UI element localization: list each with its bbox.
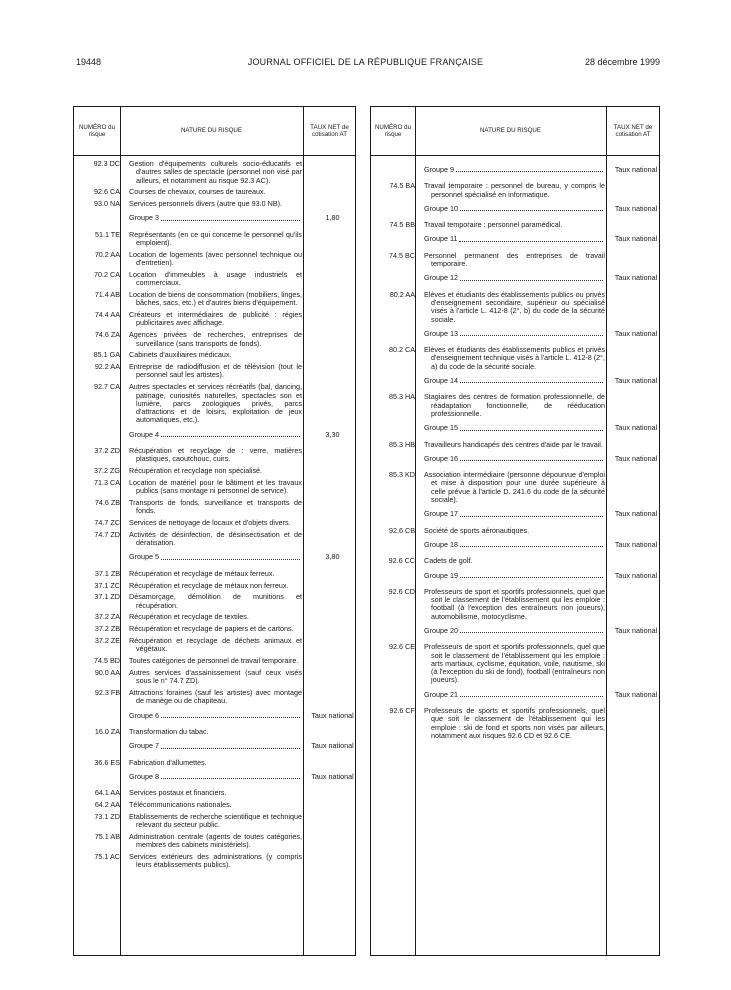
risk-code: 92.6 CE <box>389 642 415 652</box>
table-row <box>74 657 355 665</box>
dot-leader <box>161 773 300 779</box>
table-row <box>74 479 355 496</box>
group-label: Groupe 18 <box>424 539 458 549</box>
table-row <box>371 346 659 371</box>
risk-nature <box>419 330 609 338</box>
risk-code: 92.6 CC <box>388 556 415 566</box>
group-label: Groupe 10 <box>424 203 458 213</box>
risk-table-left <box>73 106 356 956</box>
risk-nature: Toutes catégories de personnel de travail temporaire. <box>129 656 299 666</box>
group-row <box>74 742 355 750</box>
risk-nature: Transports de fonds, surveillance et transports de fonds. <box>129 498 302 516</box>
risk-code: 92.6 CF <box>389 706 415 716</box>
risk-nature: Travailleurs handicapés des centres d'aide par le travail. <box>424 439 603 449</box>
risk-code: 37.1 ZD <box>94 592 120 602</box>
group-row <box>371 166 659 174</box>
risk-code: 85.3 KD <box>389 470 415 480</box>
group-row <box>371 455 659 463</box>
taux-value: 3,30 <box>325 429 340 439</box>
group-row <box>74 214 355 222</box>
group-label: Groupe 6 <box>129 710 159 720</box>
group-row <box>74 773 355 781</box>
group-row <box>371 424 659 432</box>
dot-leader <box>460 691 603 697</box>
column-header-nature: NATURE DU RISQUE <box>479 127 542 135</box>
risk-code: 75.1 AB <box>94 831 120 841</box>
group-row <box>371 627 659 635</box>
table-row <box>74 759 355 767</box>
taux-value: Taux national <box>614 273 658 283</box>
table-row <box>371 557 659 565</box>
risk-code: 92.6 CD <box>388 586 415 596</box>
risk-nature: Représentants (en ce qui concerne le personnel qu'ils emploient). <box>129 229 302 248</box>
group-label: Groupe 3 <box>129 213 159 223</box>
table-row <box>74 637 355 654</box>
risk-nature: Travail temporaire : personnel de bureau, y compris le personnel spécialisé en informatique. <box>424 181 605 199</box>
group-row <box>74 431 355 439</box>
risk-code: 92.2 AA <box>94 362 120 372</box>
risk-nature: Société de sports aéronautiques. <box>424 525 530 535</box>
risk-nature <box>419 235 609 243</box>
risk-code: 93.0 NA <box>94 199 120 209</box>
table-row <box>74 582 355 590</box>
risk-nature: Créateurs et intermédiaires de publicité : régies publicitaires avec affichage. <box>129 310 302 328</box>
risk-nature <box>124 553 306 561</box>
table-body <box>371 160 659 955</box>
group-row <box>371 330 659 338</box>
table-row <box>74 251 355 268</box>
table-row <box>74 271 355 288</box>
risk-code: 85.1 GA <box>93 350 120 360</box>
risk-code: 73.1 ZD <box>94 811 120 821</box>
group-row <box>371 691 659 699</box>
table-row <box>74 613 355 621</box>
risk-nature: Désamorçage, démolition de munitions et récupération. <box>129 592 302 610</box>
header-rule <box>74 155 355 156</box>
table-row <box>74 363 355 380</box>
risk-code: 75.1 AC <box>94 851 120 861</box>
risk-code: 92.3 FB <box>94 688 120 698</box>
table-row <box>74 331 355 348</box>
column-header-numero: NUMÉRO du risque <box>78 123 116 138</box>
group-row <box>371 235 659 243</box>
taux-value: Taux national <box>614 165 658 174</box>
table-row <box>371 291 659 324</box>
taux-value: Taux national <box>614 539 658 549</box>
taux-value: Taux national <box>614 689 658 699</box>
taux-value: Taux national <box>311 771 354 781</box>
group-row <box>371 274 659 282</box>
risk-code: 37.2 ZE <box>94 636 120 646</box>
column-header-nature: NATURE DU RISQUE <box>180 127 243 135</box>
group-label: Groupe 8 <box>129 771 159 781</box>
group-label: Groupe 16 <box>424 453 458 463</box>
risk-nature <box>124 742 306 750</box>
group-label: Groupe 17 <box>424 509 458 519</box>
risk-nature: Récupération et recyclage de déchets animaux et végétaux. <box>129 636 302 654</box>
risk-nature: Fabrication d'allumettes. <box>129 757 207 767</box>
table-row <box>74 291 355 308</box>
group-row <box>371 510 659 518</box>
risk-code: 64.2 AA <box>94 799 120 809</box>
table-row <box>74 789 355 797</box>
group-label: Groupe 21 <box>424 689 458 699</box>
table-row <box>74 669 355 686</box>
table-row <box>371 707 659 740</box>
risk-nature <box>419 377 609 385</box>
risk-nature <box>419 205 609 213</box>
dot-leader <box>460 424 603 430</box>
table-row <box>371 441 659 449</box>
risk-code: 92.7 CA <box>94 382 120 392</box>
risk-nature: Administration centrale (agents de toutes catégories, membres des cabinets ministériels). <box>129 831 302 850</box>
risk-code: 85.3 HA <box>389 392 415 402</box>
dot-leader <box>460 205 603 211</box>
group-label: Groupe 5 <box>129 552 159 562</box>
page-number: 19448 <box>76 57 102 67</box>
table-row <box>74 531 355 548</box>
risk-code: 74.6 ZA <box>94 330 120 340</box>
taux-value: Taux national <box>311 741 354 751</box>
risk-nature <box>419 166 609 174</box>
risk-code: 74.5 BC <box>389 250 415 260</box>
risk-nature: Services extérieurs des administrations (y compris leurs établissements publics). <box>129 851 302 870</box>
table-row <box>74 231 355 248</box>
risk-nature: Location de matériel pour le bâtiment et les travaux publics (sans montage ni personnel de service). <box>129 477 302 496</box>
group-label: Groupe 19 <box>424 570 458 580</box>
risk-nature: Services de nettoyage de locaux et d'objets divers. <box>129 518 291 528</box>
risk-code: 37.1 ZB <box>94 568 120 578</box>
group-row <box>371 541 659 549</box>
risk-nature: Professeurs de sport et sportifs professionnels, quel que soit le classement de l'établissement qui les emploie : football (à l'exception des entraîneurs non joueurs), automobilisme, motocyclisme. <box>424 586 605 621</box>
risk-nature: Location de logements (avec personnel technique ou d'entretien). <box>129 249 302 268</box>
risk-nature <box>419 424 609 432</box>
risk-nature <box>419 572 609 580</box>
risk-nature: Agences privées de recherches, entreprises de surveillance (sans transports de fonds). <box>129 330 302 348</box>
table-row <box>371 182 659 199</box>
risk-nature: Entreprise de radiodiffusion et de télévision (tout le personnel sauf les artistes). <box>129 362 302 380</box>
risk-code: 37.1 ZC <box>94 580 120 590</box>
table-row <box>371 471 659 504</box>
group-row <box>74 712 355 720</box>
dot-leader <box>161 431 300 437</box>
risk-nature: Activités de désinfection, de désinsectisation et de dératisation. <box>129 529 302 548</box>
risk-nature: Services personnels divers (autre que 93.0 NB). <box>129 199 283 209</box>
taux-value: Taux national <box>614 328 658 338</box>
dot-leader <box>460 572 603 578</box>
risk-code: 71.3 CA <box>94 477 120 487</box>
group-row <box>74 553 355 561</box>
risk-code: 74.7 ZC <box>94 518 120 528</box>
risk-code: 74.5 BA <box>389 181 415 191</box>
risk-nature <box>124 773 306 781</box>
table-row <box>74 833 355 850</box>
risk-code: 70.2 CA <box>94 269 120 279</box>
dot-leader <box>161 214 300 220</box>
risk-code: 51.1 TE <box>94 229 120 239</box>
group-label: Groupe 11 <box>424 234 458 244</box>
dot-leader <box>456 166 603 172</box>
dot-leader <box>161 712 300 718</box>
risk-nature: Autres services d'assainissement (sauf ceux visés sous le n° 74.7 ZD). <box>129 667 302 686</box>
risk-code: 85.3 HB <box>389 439 415 449</box>
risk-nature: Location de biens de consommation (mobiliers, linges, bâches, sacs, etc.) et d'autres biens d'équipement. <box>129 290 302 308</box>
table-row <box>371 252 659 269</box>
journal-title: JOURNAL OFFICIEL DE LA RÉPUBLIQUE FRANÇAISE <box>247 57 484 67</box>
risk-nature: Autres spectacles et services récréatifs (bal, dancing, patinage, curiosités naturelles, spectacles son et lumière, parcs zoologiques privés, parcs d'attractions et de loisirs, exploitation de jeux automatiques, etc.). <box>129 382 302 425</box>
dot-leader <box>161 742 300 748</box>
risk-nature: Cadets de golf. <box>424 556 473 566</box>
risk-nature: Personnel permanent des entreprises de travail temporaire. <box>424 250 605 269</box>
risk-nature: Télécommunications nationales. <box>129 799 232 809</box>
group-label: Groupe 4 <box>129 429 159 439</box>
risk-nature: Courses de chevaux, courses de taureaux. <box>129 187 266 197</box>
taux-value: Taux national <box>614 570 658 580</box>
taux-value: Taux national <box>614 376 658 386</box>
dot-leader <box>460 510 603 516</box>
risk-table-right <box>370 106 660 956</box>
risk-nature: Etablissements de recherche scientifique et technique relevant du secteur public. <box>129 811 302 830</box>
risk-nature: Elèves et étudiants des établissements publics et privés d'enseignement technique visés à l'article L. 412-8 (2°, a) du code de la sécurité sociale. <box>424 345 605 371</box>
table-row <box>74 689 355 706</box>
dot-leader <box>459 235 603 241</box>
group-label: Groupe 13 <box>424 328 458 338</box>
risk-code: 71.4 AB <box>94 290 120 300</box>
dot-leader <box>460 274 603 280</box>
risk-nature: Professeurs de sport et sportifs professionnels, quel que soit le classement de l'établissement qui les emploie : arts martiaux, cyclisme, équitation, voile, nautisme, ski (à l'exception du ski de fond), football (entraîneurs non joueurs). <box>424 642 605 685</box>
column-header-taux: TAUX NET de cotisation AT <box>613 123 653 138</box>
risk-nature: Travail temporaire : personnel paramédical. <box>424 220 563 230</box>
risk-nature <box>419 691 609 699</box>
risk-code: 64.1 AA <box>94 788 120 798</box>
table-row <box>74 188 355 196</box>
risk-nature <box>419 541 609 549</box>
risk-code: 92.6 CA <box>94 187 120 197</box>
risk-code: 70.2 AA <box>94 249 120 259</box>
risk-nature: Location d'immeubles à usage industriels et commerciaux. <box>129 269 302 288</box>
table-row <box>74 447 355 464</box>
group-label: Groupe 9 <box>424 165 454 174</box>
table-body <box>74 160 355 955</box>
table-row <box>371 527 659 535</box>
risk-code: 16.0 ZA <box>94 726 120 736</box>
risk-nature <box>419 627 609 635</box>
table-row <box>74 467 355 475</box>
table-row <box>74 160 355 185</box>
risk-code: 36.6 ES <box>94 757 120 767</box>
taux-value: Taux national <box>614 625 658 635</box>
risk-nature: Récupération et recyclage de : verre, matières plastiques, caoutchouc, cuirs. <box>129 446 302 464</box>
dot-leader <box>460 330 603 336</box>
column-header-taux: TAUX NET de cotisation AT <box>310 123 349 138</box>
taux-value: Taux national <box>614 234 658 244</box>
issue-date: 28 décembre 1999 <box>584 57 660 67</box>
table-row <box>74 499 355 516</box>
dot-leader <box>161 553 300 559</box>
risk-code: 74.4 AA <box>94 310 120 320</box>
table-row <box>74 570 355 578</box>
risk-code: 74.5 BD <box>94 656 120 666</box>
taux-value: Taux national <box>614 453 658 463</box>
group-row <box>371 572 659 580</box>
risk-nature: Récupération et recyclage non spécialisé. <box>129 466 263 476</box>
risk-nature <box>419 510 609 518</box>
risk-nature: Elèves et étudiants des établissements publics ou privés d'enseignement secondaire, supérieur ou spécialisé visés à l'article L. 412-8 (2°, b) du code de la sécurité sociale. <box>424 289 605 324</box>
table-row <box>371 221 659 229</box>
risk-code: 80.2 AA <box>389 289 415 299</box>
risk-code: 92.6 CB <box>389 525 415 535</box>
taux-value: Taux national <box>614 423 658 433</box>
table-row <box>74 625 355 633</box>
risk-code: 74.7 ZD <box>94 529 120 539</box>
risk-code: 37.2 ZA <box>94 612 120 622</box>
table-row <box>371 393 659 418</box>
risk-nature: Récupération et recyclage de métaux non ferreux. <box>129 580 289 590</box>
group-label: Groupe 20 <box>424 625 458 635</box>
group-label: Groupe 12 <box>424 273 458 283</box>
risk-nature: Récupération et recyclage de textiles. <box>129 612 249 622</box>
table-row <box>371 588 659 621</box>
table-row <box>74 728 355 736</box>
risk-code: 37.2 ZG <box>94 466 120 476</box>
risk-code: 80.2 CA <box>389 345 415 355</box>
table-row <box>74 593 355 610</box>
taux-value: 3,80 <box>325 552 340 562</box>
risk-nature: Association intermédiaire (personne dépourvue d'emploi et mise à disposition pour une durée supérieure à celle prévue à l'article D. 241.6 du code de la sécurité sociale). <box>424 470 605 505</box>
taux-value: 1,80 <box>325 213 340 223</box>
risk-code: 90.0 AA <box>94 667 120 677</box>
table-row <box>74 311 355 328</box>
column-header-numero: NUMÉRO du risque <box>374 123 412 138</box>
dot-leader <box>460 627 603 633</box>
risk-nature <box>419 455 609 463</box>
group-label: Groupe 14 <box>424 376 458 386</box>
risk-nature: Gestion d'équipements culturels socio-éducatifs et d'autres salles de spectacle (personnel non visé par ailleurs, et notamment au risque 92.3 AC). <box>129 159 302 185</box>
risk-nature: Attractions foraines (sauf les artistes) avec montage de manège ou de chapiteau. <box>129 688 302 706</box>
taux-value: Taux national <box>311 710 354 720</box>
risk-nature <box>124 214 306 222</box>
risk-code: 74.6 ZB <box>94 498 120 507</box>
table-row <box>74 813 355 830</box>
group-label: Groupe 15 <box>424 423 458 433</box>
risk-code: 37.2 ZB <box>94 624 120 634</box>
risk-nature: Professeurs de sports et sportifs professionnels, quel que soit le classement de l'établissement qui les emploie : ski de fond et sports non visés par ailleurs, notamment aux risques 92.6 CD et 92.6 CE. <box>424 706 605 740</box>
risk-nature <box>419 274 609 282</box>
table-row <box>371 643 659 684</box>
risk-code: 74.5 BB <box>389 220 415 230</box>
risk-nature: Transformation du tabac. <box>129 726 209 736</box>
risk-nature: Récupération et recyclage de papiers et de cartons. <box>129 624 294 634</box>
risk-nature: Récupération et recyclage de métaux ferreux. <box>129 568 275 578</box>
risk-nature: Cabinets d'auxiliaires médicaux. <box>129 350 232 360</box>
table-row <box>74 200 355 208</box>
table-row <box>74 351 355 359</box>
table-row <box>74 519 355 527</box>
risk-code: 92.3 DC <box>93 159 120 168</box>
table-row <box>74 383 355 424</box>
risk-nature <box>124 712 306 720</box>
table-row <box>74 853 355 870</box>
taux-value: Taux national <box>614 509 658 519</box>
dot-leader <box>460 455 603 461</box>
dot-leader <box>460 377 603 383</box>
dot-leader <box>460 541 603 547</box>
risk-nature <box>124 431 306 439</box>
risk-nature: Services postaux et financiers. <box>129 788 227 798</box>
table-row <box>74 801 355 809</box>
risk-nature: Stagiaires des centres de formation professionnelle, de réadaptation fonctionnelle, de rééducation professionnelle. <box>424 392 605 418</box>
risk-code: 37.2 ZD <box>94 446 120 456</box>
group-label: Groupe 7 <box>129 741 159 751</box>
taux-value: Taux national <box>614 203 658 213</box>
group-row <box>371 205 659 213</box>
group-row <box>371 377 659 385</box>
